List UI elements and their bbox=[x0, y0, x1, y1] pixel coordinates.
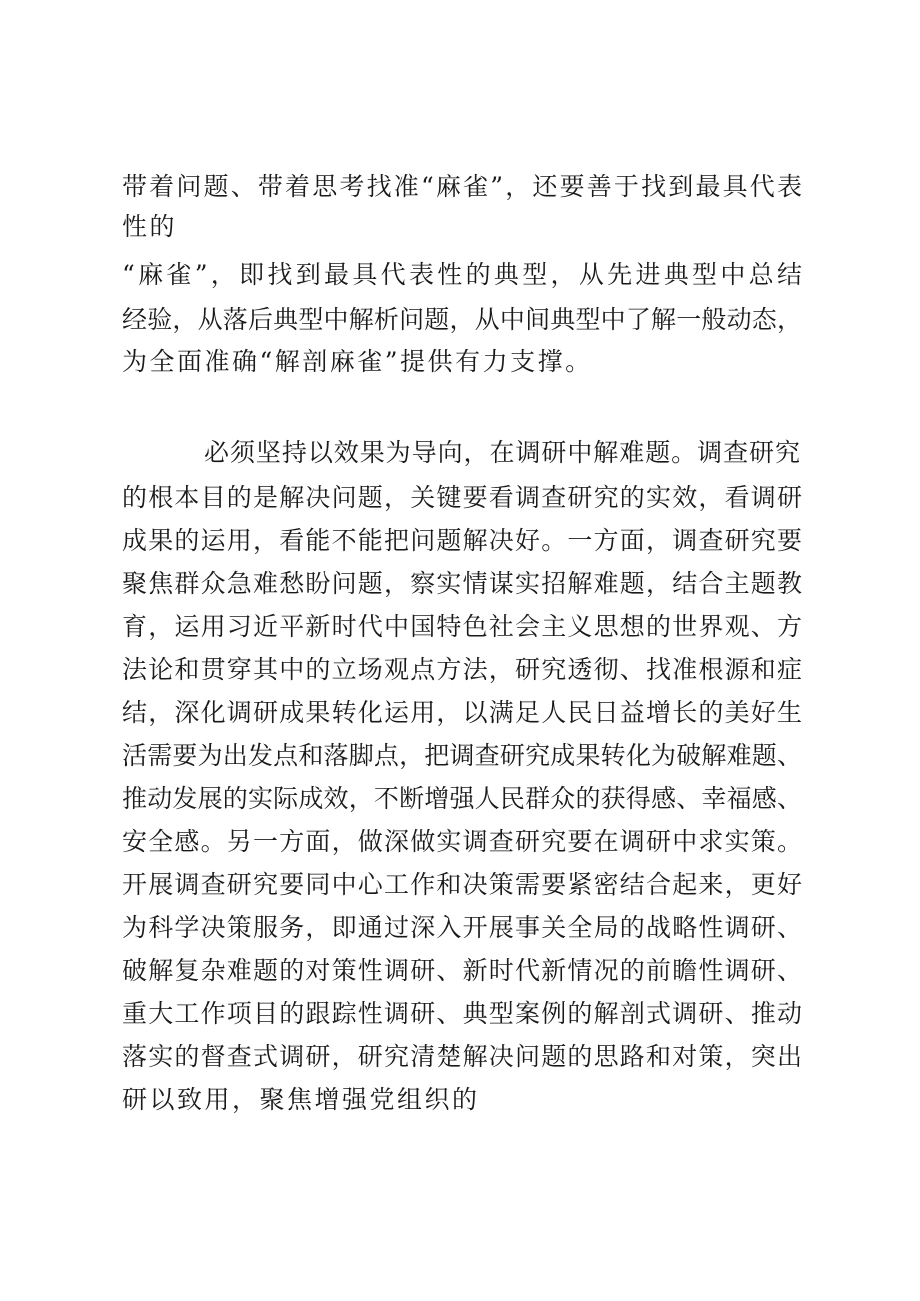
paragraph-2-line-6: 法论和贯穿其中的立场观点方法，研究透彻、找准根源和症 bbox=[122, 655, 802, 684]
paragraph-2-line-4: 聚焦群众急难愁盼问题，察实情谋实招解难题，结合主题教 bbox=[122, 569, 802, 598]
paragraph-2-line-9: 推动发展的实际成效，不断增强人民群众的获得感、幸福感、 bbox=[122, 784, 802, 813]
paragraph-2-line-5: 育，运用习近平新时代中国特色社会主义思想的世界观、方 bbox=[122, 612, 802, 641]
paragraph-2-line-13: 破解复杂难题的对策性调研、新时代新情况的前瞻性调研、 bbox=[122, 956, 802, 985]
paragraph-1-line-5: 为全面准确“解剖麻雀”提供有力支撑。 bbox=[122, 347, 593, 376]
paragraph-2-line-7: 结，深化调研成果转化运用，以满足人民日益增长的美好生 bbox=[122, 698, 802, 727]
paragraph-1-line-1: 带着问题、带着思考找准“麻雀”，还要善于找到最具代表 bbox=[122, 172, 802, 201]
paragraph-2-line-3: 成果的运用，看能不能把问题解决好。一方面，调查研究要 bbox=[122, 526, 802, 555]
paragraph-2-line-11: 开展调查研究要同中心工作和决策需要紧密结合起来，更好 bbox=[122, 870, 802, 899]
paragraph-2-line-8: 活需要为出发点和落脚点，把调查研究成果转化为破解难题、 bbox=[122, 741, 802, 770]
paragraph-2-line-10: 安全感。另一方面，做深做实调查研究要在调研中求实策。 bbox=[122, 827, 802, 856]
paragraph-2-line-14: 重大工作项目的跟踪性调研、典型案例的解剖式调研、推动 bbox=[122, 999, 802, 1028]
paragraph-2-line-16: 研以致用，聚焦增强党组织的 bbox=[122, 1085, 480, 1114]
paragraph-1-line-2: 性的 bbox=[122, 212, 178, 241]
paragraph-2-line-15: 落实的督查式调研，研究清楚解决问题的思路和对策，突出 bbox=[122, 1042, 802, 1071]
paragraph-2-line-1: 必须坚持以效果为导向，在调研中解难题。调查研究 bbox=[204, 438, 800, 467]
paragraph-2-line-12: 为科学决策服务，即通过深入开展事关全局的战略性调研、 bbox=[122, 913, 802, 942]
paragraph-2-line-2: 的根本目的是解决问题，关键要看调查研究的实效，看调研 bbox=[122, 483, 802, 512]
paragraph-1-line-4: 经验，从落后典型中解析问题，从中间典型中了解一般动态， bbox=[122, 305, 802, 334]
paragraph-1-line-3: “麻雀”，即找到最具代表性的典型，从先进典型中总结 bbox=[122, 260, 802, 289]
